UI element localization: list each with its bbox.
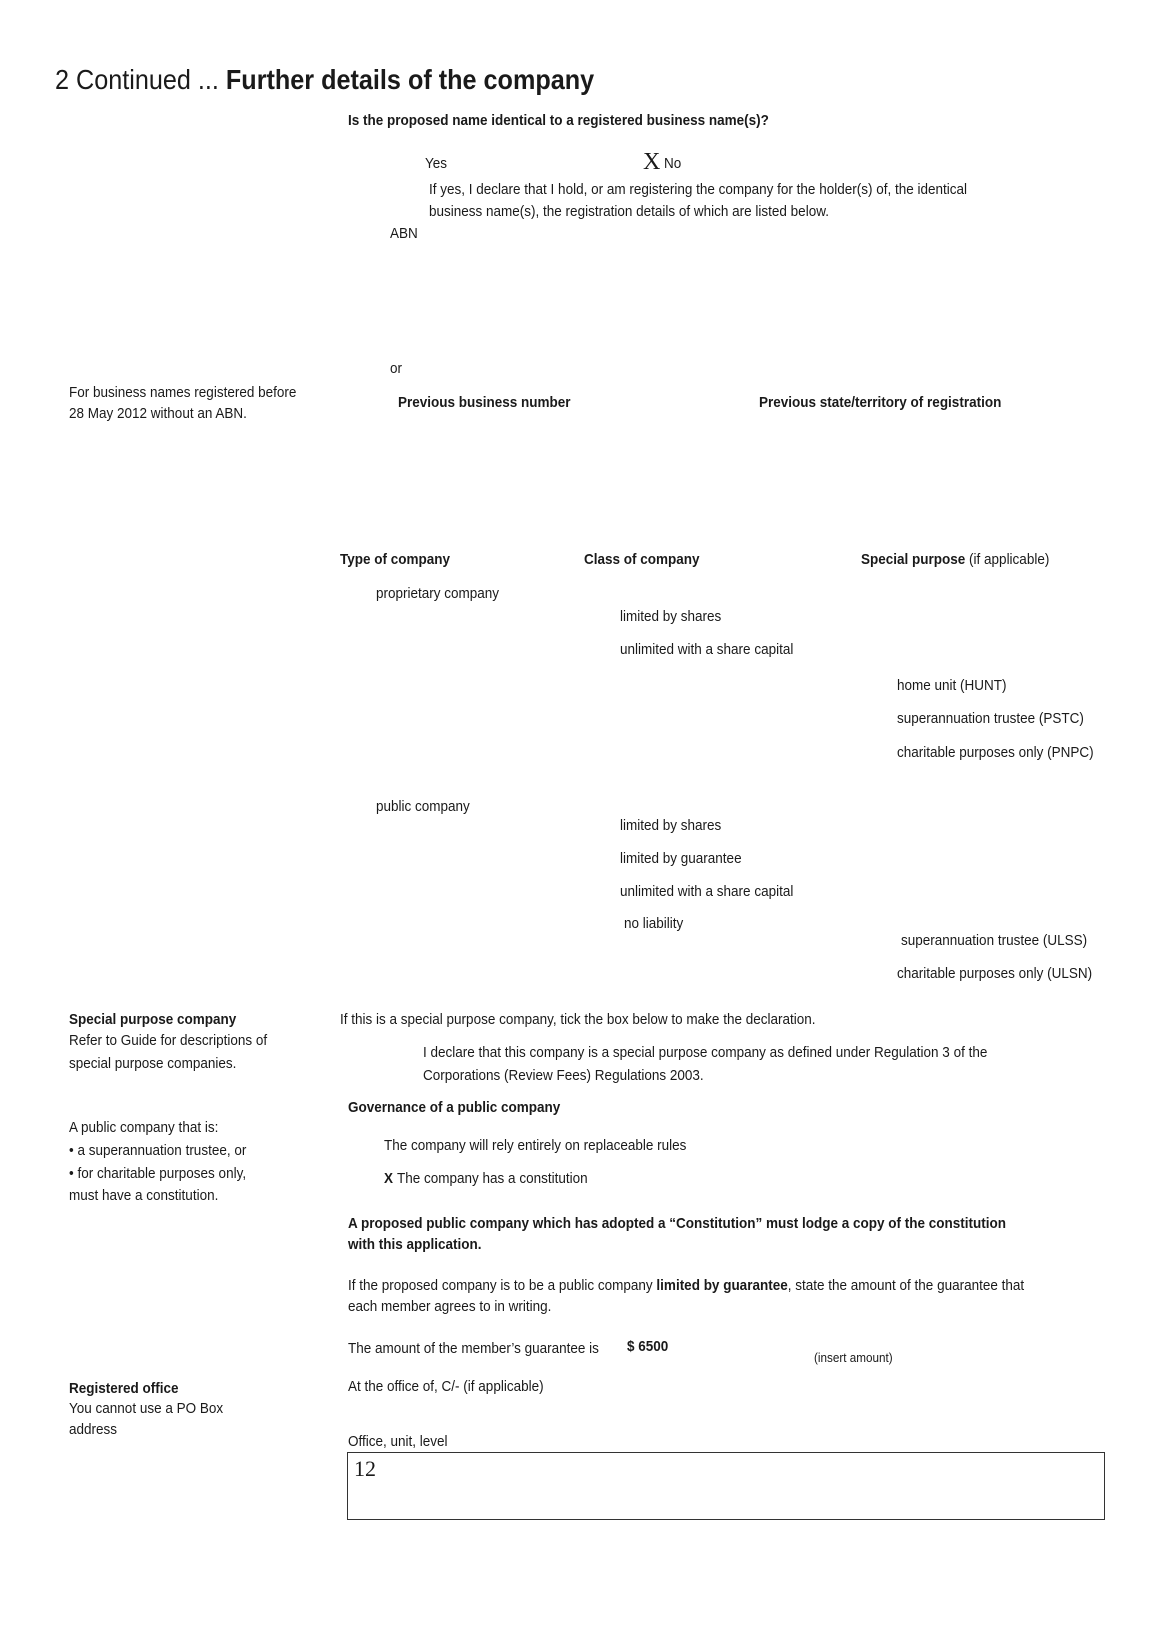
guarantee-bold: limited by guarantee: [656, 1277, 788, 1294]
no-checkmark[interactable]: X: [643, 149, 661, 175]
guarantee-instruction-line2: each member agrees to in writing.: [348, 1298, 552, 1315]
business-name-side-note-line1: For business names registered before: [69, 384, 297, 401]
special-purpose-heading: [861, 550, 1049, 570]
business-name-declaration-line2: business name(s), the registration details of which are listed below.: [429, 203, 829, 220]
section-title-bold: Further details of the company: [225, 64, 595, 95]
business-name-question: Is the proposed name identical to a registered business name(s)?: [348, 112, 769, 129]
special-purpose-side-heading: Special purpose company: [69, 1011, 237, 1028]
registered-office-side-heading: Registered office: [69, 1380, 179, 1397]
special-purpose-declaration-line2: Corporations (Review Fees) Regulations 2003.: [423, 1067, 704, 1084]
special-purpose-declaration-line1[interactable]: I declare that this company is a special purpose company as defined under Regulation 3 of the: [423, 1044, 988, 1061]
class-of-company-heading: Class of company: [584, 551, 700, 568]
governance-heading: Governance of a public company: [348, 1099, 561, 1116]
business-name-side-note-line2: 28 May 2012 without an ABN.: [69, 405, 247, 422]
special-purpose-side-line1: Refer to Guide for descriptions of: [69, 1032, 268, 1049]
office-unit-level-input[interactable]: [347, 1452, 1105, 1520]
special-purpose-instruction: If this is a special purpose company, tick the box below to make the declaration.: [340, 1011, 816, 1028]
no-option[interactable]: No: [664, 155, 682, 172]
office-unit-level-label: Office, unit, level: [348, 1433, 448, 1450]
registered-office-side-line2: address: [69, 1421, 118, 1438]
guarantee-amount-label: The amount of the member’s guarantee is: [348, 1340, 599, 1357]
guarantee-post: , state the amount of the guarantee that: [787, 1277, 1025, 1294]
governance-side-line4: must have a constitution.: [69, 1187, 219, 1204]
governance-side-line1: A public company that is:: [69, 1119, 219, 1136]
section-title: [55, 62, 594, 98]
proprietary-company-option[interactable]: proprietary company: [376, 585, 500, 602]
guarantee-amount-value[interactable]: $ 6500: [627, 1338, 669, 1355]
guarantee-instruction-line1: [348, 1276, 1024, 1296]
type-of-company-heading: Type of company: [340, 551, 451, 568]
special-purpose-side-line2: special purpose companies.: [69, 1055, 237, 1072]
office-unit-level-value: 12: [354, 1456, 376, 1481]
special-purpose-heading-bold: Special purpose: [861, 551, 966, 568]
constitution-notice-line2: with this application.: [348, 1236, 482, 1253]
constitution-notice-line1: A proposed public company which has adopted a “Constitution” must lodge a copy of the constitution: [348, 1215, 1007, 1232]
or-label: or: [390, 360, 403, 377]
public-class-limited-by-shares[interactable]: limited by shares: [620, 817, 722, 834]
constitution-option[interactable]: The company has a constitution: [397, 1170, 588, 1187]
special-hunt[interactable]: home unit (HUNT): [897, 677, 1007, 694]
special-ulss[interactable]: superannuation trustee (ULSS): [901, 932, 1088, 949]
public-class-limited-by-guarantee[interactable]: limited by guarantee: [620, 850, 742, 867]
section-number: 2 Continued ...: [55, 64, 219, 95]
previous-business-number-label: Previous business number: [398, 394, 571, 411]
special-pnpc[interactable]: charitable purposes only (PNPC): [897, 744, 1094, 761]
previous-state-label: Previous state/territory of registration: [759, 394, 1002, 411]
insert-amount-hint: (insert amount): [814, 1350, 893, 1365]
replaceable-rules-option[interactable]: The company will rely entirely on replaceable rules: [384, 1137, 687, 1154]
guarantee-pre: If the proposed company is to be a public company: [348, 1277, 657, 1294]
business-name-declaration-line1: If yes, I declare that I hold, or am registering the company for the holder(s) of, the identical: [429, 181, 968, 198]
public-class-no-liability[interactable]: no liability: [624, 915, 684, 932]
special-purpose-heading-suffix: (if applicable): [969, 551, 1050, 568]
yes-option[interactable]: Yes: [425, 155, 448, 172]
governance-side-bullet2: • for charitable purposes only,: [69, 1165, 247, 1182]
governance-side-bullet1: • a superannuation trustee, or: [69, 1142, 247, 1159]
proprietary-class-limited-by-shares[interactable]: limited by shares: [620, 608, 722, 625]
proprietary-class-unlimited[interactable]: unlimited with a share capital: [620, 641, 794, 658]
abn-label: ABN: [390, 225, 418, 242]
care-of-label: At the office of, C/- (if applicable): [348, 1378, 544, 1395]
public-company-option[interactable]: public company: [376, 798, 470, 815]
constitution-checkmark[interactable]: X: [384, 1170, 394, 1187]
registered-office-side-line1: You cannot use a PO Box: [69, 1400, 224, 1417]
special-pstc[interactable]: superannuation trustee (PSTC): [897, 710, 1084, 727]
special-ulsn[interactable]: charitable purposes only (ULSN): [897, 965, 1093, 982]
public-class-unlimited[interactable]: unlimited with a share capital: [620, 883, 794, 900]
